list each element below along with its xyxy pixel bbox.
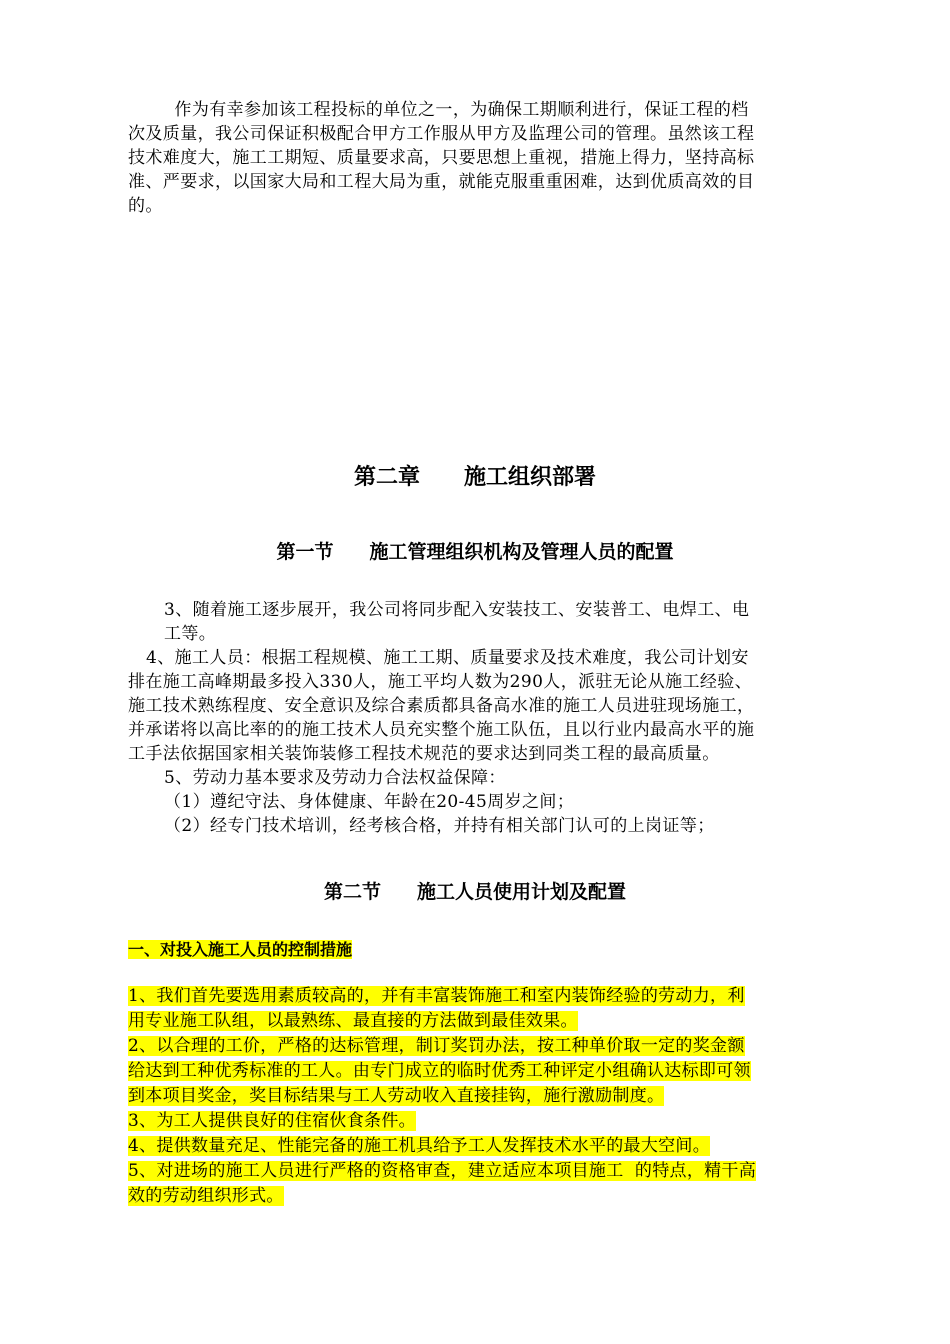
list-line: 到本项目奖金，奖目标结果与工人劳动收入直接挂钩，施行激励制度。 bbox=[128, 1086, 665, 1106]
body-line: 工等。 bbox=[164, 624, 217, 644]
body-line: （1）遵纪守法、身体健康、年龄在20-45周岁之间； bbox=[164, 792, 575, 812]
control-heading-text: 一、对投入施工人员的控制措施 bbox=[128, 940, 353, 959]
list-line: 5、对进场的施工人员进行严格的资格审查，建立适应本项目施工 的特点，精干高 bbox=[128, 1161, 757, 1181]
body-line: 施工技术熟练程度、安全意识及综合素质都具备高水准的施工人员进驻现场施工， bbox=[128, 696, 755, 716]
control-measures-heading bbox=[128, 938, 352, 962]
list-line: 4、提供数量充足、性能完备的施工机具给予工人发挥技术水平的最大空间。 bbox=[128, 1136, 711, 1156]
section-number: 第一节 bbox=[276, 541, 334, 563]
body-line: 排在施工高峰期最多投入330人，施工平均人数为290人，派驻无论从施工经验、 bbox=[128, 672, 753, 692]
body-line: 4、施工人员：根据工程规模、施工工期、质量要求及技术难度，我公司计划安 bbox=[146, 648, 749, 668]
intro-line: 作为有幸参加该工程投标的单位之一，为确保工期顺利进行，保证工程的档 bbox=[128, 100, 749, 120]
section-title: 施工人员使用计划及配置 bbox=[417, 881, 627, 903]
section-title: 施工管理组织机构及管理人员的配置 bbox=[369, 541, 674, 563]
intro-line: 技术难度大，施工工期短、质量要求高，只要思想上重视，措施上得力，坚持高标 bbox=[128, 148, 755, 168]
list-line: 2、以合理的工价，严格的达标管理，制订奖罚办法，按工种单价取一定的奖金额 bbox=[128, 1036, 745, 1056]
list-line: 3、为工人提供良好的住宿伙食条件。 bbox=[128, 1111, 416, 1131]
intro-paragraph bbox=[128, 98, 754, 218]
control-measures-list bbox=[128, 984, 756, 1209]
section-heading-2 bbox=[0, 878, 950, 906]
body-line: （2）经专门技术培训，经考核合格，并持有相关部门认可的上岗证等； bbox=[164, 816, 715, 836]
chapter-number: 第二章 bbox=[353, 465, 420, 490]
list-line: 1、我们首先要选用素质较高的，并有丰富装饰施工和室内装饰经验的劳动力，利 bbox=[128, 986, 745, 1006]
intro-line: 次及质量，我公司保证积极配合甲方工作服从甲方及监理公司的管理。虽然该工程 bbox=[128, 124, 755, 144]
intro-line: 的。 bbox=[128, 196, 163, 216]
list-line: 效的劳动组织形式。 bbox=[128, 1186, 284, 1206]
list-line: 用专业施工队组，以最熟练、最直接的方法做到最佳效果。 bbox=[128, 1011, 578, 1031]
section-heading-1 bbox=[0, 538, 950, 566]
intro-line: 准、严要求，以国家大局和工程大局为重，就能克服重重困难，达到优质高效的目 bbox=[128, 172, 755, 192]
list-line: 给达到工种优秀标准的工人。由专门成立的临时优秀工种评定小组确认达标即可领 bbox=[128, 1061, 751, 1081]
body-line: 3、随着施工逐步展开，我公司将同步配入安装技工、安装普工、电焊工、电 bbox=[164, 600, 750, 620]
body-line: 5、劳动力基本要求及劳动力合法权益保障： bbox=[164, 768, 506, 788]
section-number: 第二节 bbox=[323, 881, 381, 903]
chapter-title: 施工组织部署 bbox=[464, 465, 597, 490]
body-line: 并承诺将以高比率的的施工技术人员充实整个施工队伍，且以行业内最高水平的施 bbox=[128, 720, 755, 740]
body-line: 工手法依据国家相关装饰装修工程技术规范的要求达到同类工程的最高质量。 bbox=[128, 744, 720, 764]
chapter-heading bbox=[0, 462, 950, 494]
